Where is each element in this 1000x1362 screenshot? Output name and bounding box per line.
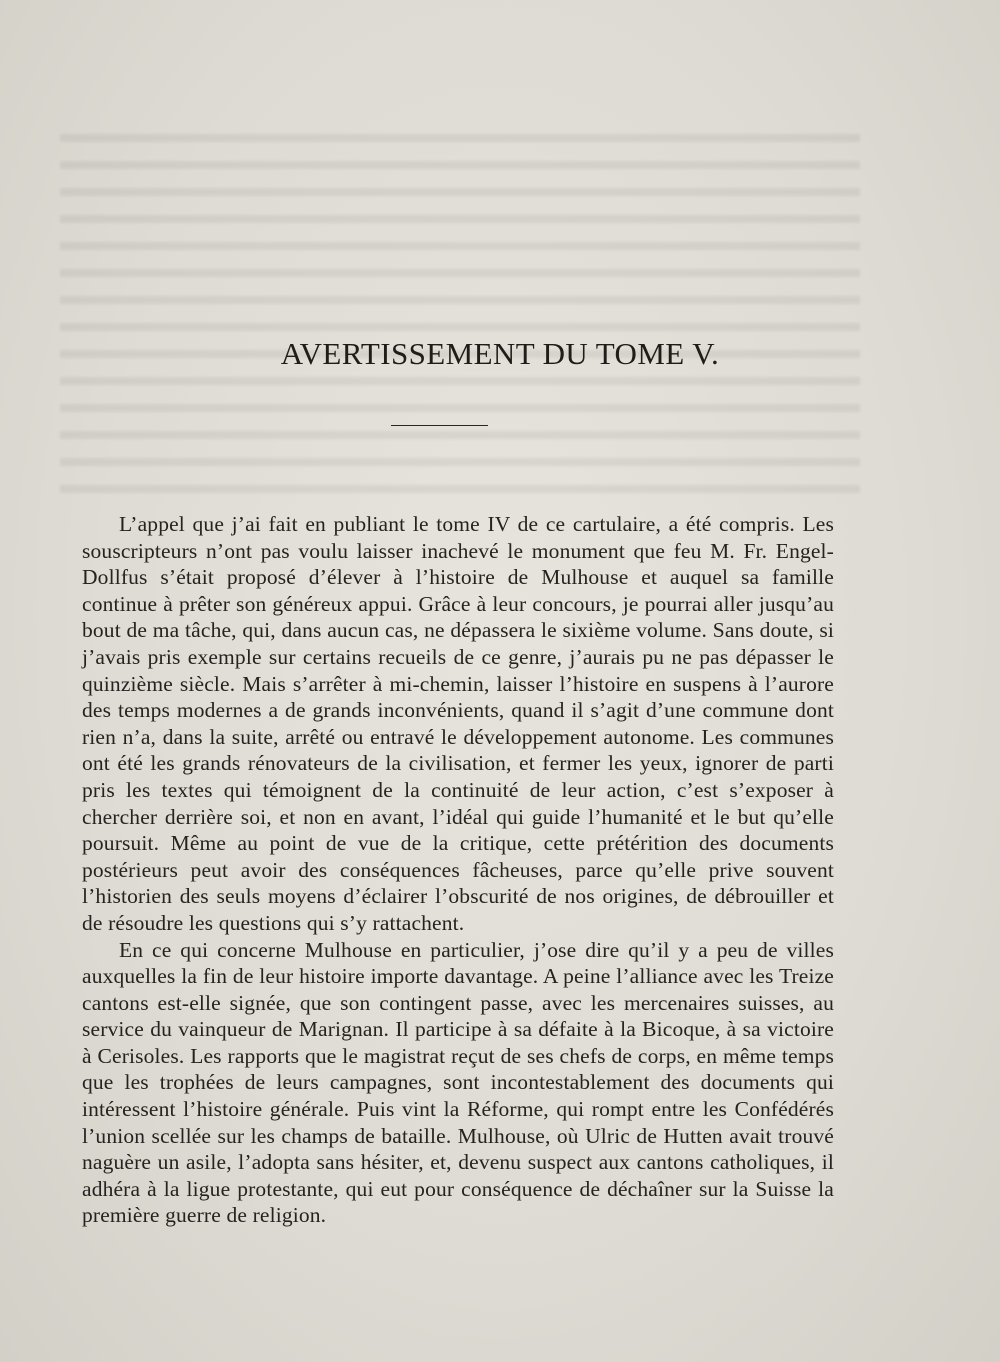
title-divider [391,425,488,426]
paragraph-2: En ce qui concerne Mulhouse en particulier, j’ose dire qu’il y a peu de villes auxquelles la fin de leur histoire importe davantage. A peine l’alliance avec les Treize cantons est-elle signée, que son contingent passe, avec les mercenaires suisses, au service du vainqueur de Marignan. Il participe à sa défaite à la Bicoque, à sa victoire à Cerisoles. Les rapports que le magistrat reçut de ses chefs de corps, en même temps que les trophées de leurs campagnes, sont incontestablement des documents qui intéressent l’histoire générale. Puis vint la Réforme, qui rompt entre les Confédérés l’union scellée sur les champs de bataille. Mulhouse, où Ulric de Hutten avait trouvé naguère un asile, l’adopta sans hésiter, et, devenu suspect aux cantons catholiques, il adhéra à la ligue protestante, qui eut pour conséquence de déchaîner sur la Suisse la première guerre de religion. [82,937,834,1228]
body-text [82,511,834,1229]
bleed-through-texture [60,120,860,500]
paragraph-1: L’appel que j’ai fait en publiant le tome IV de ce cartulaire, a été compris. Les souscripteurs n’ont pas voulu laisser inachevé le monument que feu M. Fr. Engel-Dollfus s’était proposé d’élever à l’histoire de Mulhouse et auquel sa famille continue à prêter son généreux appui. Grâce à leur concours, je pourrai aller jusqu’au bout de ma tâche, qui, dans aucun cas, ne dépassera le sixième volume. Sans doute, si j’avais pris exemple sur certains recueils de ce genre, j’aurais pu ne pas dépasser le quinzième siècle. Mais s’arrêter à mi-chemin, laisser l’histoire en suspens à l’aurore des temps modernes a de grands inconvénients, quand il s’agit d’une commune dont rien n’a, dans la suite, arrêté ou entravé le développement autonome. Les communes ont été les grands rénovateurs de la civilisation, et fermer les yeux, ignorer de parti pris les textes qui témoignent de la continuité de leur action, c’est s’exposer à chercher derrière soi, et non en avant, l’idéal qui guide l’humanité et le but qu’elle poursuit. Même au point de vue de la critique, cette prétérition des documents postérieurs peut avoir des conséquences fâcheuses, parce qu’elle prive souvent l’historien des seuls moyens d’éclairer l’obscurité de nos origines, de débrouiller et de résoudre les questions qui s’y rattachent. [82,512,834,935]
page-title: AVERTISSEMENT DU TOME V. [280,336,720,371]
